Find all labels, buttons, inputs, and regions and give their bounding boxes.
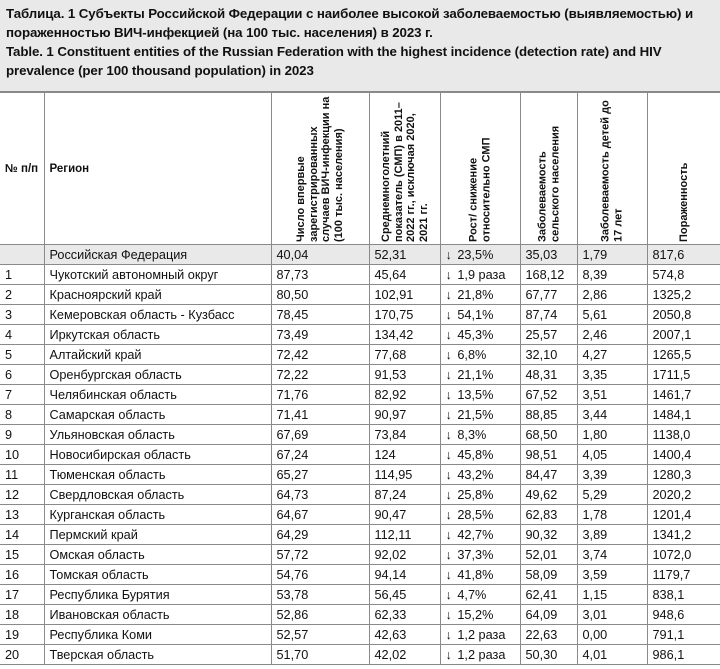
cell-first: 73,49 <box>271 325 369 345</box>
down-arrow-icon: ↓ <box>445 627 452 642</box>
growth-value: 21,5% <box>457 407 494 422</box>
table-row <box>0 285 720 305</box>
cell-prevalence: 1265,5 <box>647 345 720 365</box>
table-row <box>0 265 720 285</box>
cell-prevalence: 1138,0 <box>647 425 720 445</box>
cell-prevalence: 791,1 <box>647 625 720 645</box>
growth-value: 37,3% <box>457 547 494 562</box>
cell-prevalence: 1201,4 <box>647 505 720 525</box>
cell-region: Кемеровская область - Кузбасс <box>44 305 271 325</box>
cell-prevalence: 574,8 <box>647 265 720 285</box>
growth-value: 1,2 раза <box>457 647 506 662</box>
cell-region: Свердловская область <box>44 485 271 505</box>
cell-smp: 56,45 <box>369 585 440 605</box>
cell-growth <box>440 565 520 585</box>
header-growth: Рост/ снижение относительно СМП <box>440 93 520 245</box>
down-arrow-icon: ↓ <box>445 387 452 402</box>
table-row <box>0 505 720 525</box>
down-arrow-icon: ↓ <box>445 467 452 482</box>
caption-ru: Таблица. 1 Субъекты Российской Федерации с наиболее высокой заболеваемостью (выявляемостью) и пораженностью ВИЧ-инфекцией (на 100 тыс. населения) в 2023 г. <box>6 6 694 40</box>
growth-value: 54,1% <box>457 307 494 322</box>
cell-children: 3,44 <box>577 405 647 425</box>
cell-children: 3,01 <box>577 605 647 625</box>
header-region: Регион <box>44 93 271 245</box>
down-arrow-icon: ↓ <box>445 407 452 422</box>
cell-growth <box>440 625 520 645</box>
cell-rural: 62,41 <box>520 585 577 605</box>
header-prevalence: Пораженность <box>647 93 720 245</box>
cell-children: 2,86 <box>577 285 647 305</box>
table-row <box>0 625 720 645</box>
cell-region: Челябинская область <box>44 385 271 405</box>
cell-smp: 92,02 <box>369 545 440 565</box>
cell-smp: 87,24 <box>369 485 440 505</box>
cell-first: 64,29 <box>271 525 369 545</box>
growth-value: 45,3% <box>457 327 494 342</box>
cell-num: 6 <box>0 365 44 385</box>
cell-first: 53,78 <box>271 585 369 605</box>
hiv-table <box>0 92 720 665</box>
header-children: Заболеваемость детей до 17 лет <box>577 93 647 245</box>
cell-region: Самарская область <box>44 405 271 425</box>
cell-rural: 35,03 <box>520 245 577 265</box>
cell-growth <box>440 305 520 325</box>
cell-prevalence: 2050,8 <box>647 305 720 325</box>
down-arrow-icon: ↓ <box>445 307 452 322</box>
cell-children: 4,05 <box>577 445 647 465</box>
cell-rural: 67,77 <box>520 285 577 305</box>
table-row-total <box>0 245 720 265</box>
cell-num: 17 <box>0 585 44 605</box>
cell-prevalence: 1461,7 <box>647 385 720 405</box>
down-arrow-icon: ↓ <box>445 447 452 462</box>
caption-en: Table. 1 Constituent entities of the Russian Federation with the highest incidence (detection rate) and HIV prevalence (per 100 thousand population) in 2023 <box>6 44 662 78</box>
cell-rural: 64,09 <box>520 605 577 625</box>
cell-num: 5 <box>0 345 44 365</box>
down-arrow-icon: ↓ <box>445 427 452 442</box>
cell-first: 71,41 <box>271 405 369 425</box>
table-row <box>0 405 720 425</box>
cell-num: 19 <box>0 625 44 645</box>
cell-num: 12 <box>0 485 44 505</box>
cell-prevalence: 1325,2 <box>647 285 720 305</box>
cell-smp: 124 <box>369 445 440 465</box>
cell-rural: 84,47 <box>520 465 577 485</box>
cell-smp: 62,33 <box>369 605 440 625</box>
cell-first: 67,24 <box>271 445 369 465</box>
cell-first: 80,50 <box>271 285 369 305</box>
cell-growth <box>440 385 520 405</box>
cell-growth <box>440 325 520 345</box>
table-row <box>0 385 720 405</box>
cell-children: 0,00 <box>577 625 647 645</box>
cell-region: Оренбургская область <box>44 365 271 385</box>
cell-children: 5,61 <box>577 305 647 325</box>
cell-children: 8,39 <box>577 265 647 285</box>
cell-growth <box>440 545 520 565</box>
cell-rural: 68,50 <box>520 425 577 445</box>
cell-smp: 94,14 <box>369 565 440 585</box>
cell-prevalence: 838,1 <box>647 585 720 605</box>
down-arrow-icon: ↓ <box>445 487 452 502</box>
cell-smp: 170,75 <box>369 305 440 325</box>
table-row <box>0 345 720 365</box>
cell-region: Новосибирская область <box>44 445 271 465</box>
cell-prevalence: 948,6 <box>647 605 720 625</box>
cell-num: 11 <box>0 465 44 485</box>
cell-num: 4 <box>0 325 44 345</box>
down-arrow-icon: ↓ <box>445 567 452 582</box>
cell-first: 72,22 <box>271 365 369 385</box>
cell-rural: 168,12 <box>520 265 577 285</box>
table-row <box>0 545 720 565</box>
growth-value: 13,5% <box>457 387 494 402</box>
cell-num: 10 <box>0 445 44 465</box>
cell-prevalence: 1711,5 <box>647 365 720 385</box>
growth-value: 6,8% <box>457 347 487 362</box>
cell-growth <box>440 585 520 605</box>
cell-region: Красноярский край <box>44 285 271 305</box>
growth-value: 23,5% <box>457 247 494 262</box>
cell-smp: 114,95 <box>369 465 440 485</box>
cell-rural: 48,31 <box>520 365 577 385</box>
cell-children: 3,74 <box>577 545 647 565</box>
cell-region: Тверская область <box>44 645 271 665</box>
cell-growth <box>440 265 520 285</box>
cell-smp: 52,31 <box>369 245 440 265</box>
cell-rural: 25,57 <box>520 325 577 345</box>
cell-smp: 102,91 <box>369 285 440 305</box>
growth-value: 21,8% <box>457 287 494 302</box>
header-num: № п/п <box>0 93 44 245</box>
cell-rural: 52,01 <box>520 545 577 565</box>
growth-value: 4,7% <box>457 587 487 602</box>
cell-region: Республика Коми <box>44 625 271 645</box>
cell-prevalence: 986,1 <box>647 645 720 665</box>
growth-value: 25,8% <box>457 487 494 502</box>
cell-prevalence: 1179,7 <box>647 565 720 585</box>
growth-value: 43,2% <box>457 467 494 482</box>
cell-first: 64,67 <box>271 505 369 525</box>
cell-smp: 91,53 <box>369 365 440 385</box>
cell-growth <box>440 365 520 385</box>
cell-first: 51,70 <box>271 645 369 665</box>
cell-rural: 98,51 <box>520 445 577 465</box>
cell-smp: 90,97 <box>369 405 440 425</box>
growth-value: 1,9 раза <box>457 267 506 282</box>
cell-num: 1 <box>0 265 44 285</box>
growth-value: 15,2% <box>457 607 494 622</box>
header-rural: Заболеваемость сельского населения <box>520 93 577 245</box>
cell-first: 57,72 <box>271 545 369 565</box>
cell-first: 78,45 <box>271 305 369 325</box>
cell-num: 18 <box>0 605 44 625</box>
table-row <box>0 645 720 665</box>
cell-children: 3,51 <box>577 385 647 405</box>
table-row <box>0 445 720 465</box>
cell-num: 13 <box>0 505 44 525</box>
growth-value: 8,3% <box>457 427 487 442</box>
table-row <box>0 325 720 345</box>
cell-growth <box>440 605 520 625</box>
cell-growth <box>440 245 520 265</box>
cell-prevalence: 817,6 <box>647 245 720 265</box>
cell-smp: 42,02 <box>369 645 440 665</box>
table-caption <box>0 0 720 92</box>
growth-value: 41,8% <box>457 567 494 582</box>
header-first-cases: Число впервые зарегистрированных случаев ВИЧ-инфекции на (100 тыс. населения) <box>271 93 369 245</box>
cell-smp: 77,68 <box>369 345 440 365</box>
table-row <box>0 425 720 445</box>
cell-region: Пермский край <box>44 525 271 545</box>
table-row <box>0 525 720 545</box>
table-row <box>0 465 720 485</box>
cell-smp: 90,47 <box>369 505 440 525</box>
cell-prevalence: 2020,2 <box>647 485 720 505</box>
cell-first: 67,69 <box>271 425 369 445</box>
cell-num: 14 <box>0 525 44 545</box>
cell-rural: 90,32 <box>520 525 577 545</box>
cell-prevalence: 1341,2 <box>647 525 720 545</box>
cell-num: 8 <box>0 405 44 425</box>
cell-children: 1,15 <box>577 585 647 605</box>
down-arrow-icon: ↓ <box>445 527 452 542</box>
table-row <box>0 365 720 385</box>
cell-smp: 82,92 <box>369 385 440 405</box>
down-arrow-icon: ↓ <box>445 247 452 262</box>
cell-region: Российская Федерация <box>44 245 271 265</box>
cell-num: 15 <box>0 545 44 565</box>
cell-rural: 67,52 <box>520 385 577 405</box>
cell-prevalence: 1484,1 <box>647 405 720 425</box>
cell-children: 3,59 <box>577 565 647 585</box>
cell-children: 2,46 <box>577 325 647 345</box>
down-arrow-icon: ↓ <box>445 347 452 362</box>
cell-prevalence: 1400,4 <box>647 445 720 465</box>
cell-growth <box>440 645 520 665</box>
cell-first: 64,73 <box>271 485 369 505</box>
table-row <box>0 485 720 505</box>
growth-value: 45,8% <box>457 447 494 462</box>
cell-num: 20 <box>0 645 44 665</box>
cell-children: 1,78 <box>577 505 647 525</box>
down-arrow-icon: ↓ <box>445 267 452 282</box>
cell-prevalence: 1280,3 <box>647 465 720 485</box>
down-arrow-icon: ↓ <box>445 547 452 562</box>
cell-children: 4,27 <box>577 345 647 365</box>
down-arrow-icon: ↓ <box>445 587 452 602</box>
cell-num: 9 <box>0 425 44 445</box>
cell-rural: 88,85 <box>520 405 577 425</box>
cell-rural: 87,74 <box>520 305 577 325</box>
header-smp: Среднемноголетний показатель (СМП) в 2011–2022 гг., исключая 2020, 2021 гг. <box>369 93 440 245</box>
cell-children: 3,89 <box>577 525 647 545</box>
cell-children: 5,29 <box>577 485 647 505</box>
cell-rural: 50,30 <box>520 645 577 665</box>
growth-value: 1,2 раза <box>457 627 506 642</box>
growth-value: 21,1% <box>457 367 494 382</box>
cell-region: Тюменская область <box>44 465 271 485</box>
cell-region: Омская область <box>44 545 271 565</box>
header-row <box>0 93 720 245</box>
cell-num: 16 <box>0 565 44 585</box>
cell-growth <box>440 445 520 465</box>
down-arrow-icon: ↓ <box>445 287 452 302</box>
cell-num: 3 <box>0 305 44 325</box>
growth-value: 28,5% <box>457 507 494 522</box>
cell-smp: 112,11 <box>369 525 440 545</box>
cell-region: Курганская область <box>44 505 271 525</box>
down-arrow-icon: ↓ <box>445 647 452 662</box>
cell-region: Ульяновская область <box>44 425 271 445</box>
cell-smp: 73,84 <box>369 425 440 445</box>
cell-children: 3,39 <box>577 465 647 485</box>
table-row <box>0 585 720 605</box>
cell-num <box>0 245 44 265</box>
cell-first: 71,76 <box>271 385 369 405</box>
cell-first: 52,86 <box>271 605 369 625</box>
cell-prevalence: 1072,0 <box>647 545 720 565</box>
cell-growth <box>440 505 520 525</box>
down-arrow-icon: ↓ <box>445 507 452 522</box>
down-arrow-icon: ↓ <box>445 607 452 622</box>
down-arrow-icon: ↓ <box>445 367 452 382</box>
table-row <box>0 565 720 585</box>
cell-region: Ивановская область <box>44 605 271 625</box>
cell-children: 4,01 <box>577 645 647 665</box>
cell-growth <box>440 525 520 545</box>
cell-children: 1,79 <box>577 245 647 265</box>
cell-rural: 22,63 <box>520 625 577 645</box>
cell-children: 3,35 <box>577 365 647 385</box>
cell-region: Иркутская область <box>44 325 271 345</box>
cell-growth <box>440 465 520 485</box>
cell-rural: 62,83 <box>520 505 577 525</box>
down-arrow-icon: ↓ <box>445 327 452 342</box>
cell-rural: 49,62 <box>520 485 577 505</box>
cell-rural: 32,10 <box>520 345 577 365</box>
cell-first: 87,73 <box>271 265 369 285</box>
cell-smp: 45,64 <box>369 265 440 285</box>
cell-first: 54,76 <box>271 565 369 585</box>
cell-smp: 134,42 <box>369 325 440 345</box>
growth-value: 42,7% <box>457 527 494 542</box>
cell-growth <box>440 405 520 425</box>
cell-smp: 42,63 <box>369 625 440 645</box>
cell-growth <box>440 485 520 505</box>
cell-growth <box>440 345 520 365</box>
cell-region: Республика Бурятия <box>44 585 271 605</box>
cell-prevalence: 2007,1 <box>647 325 720 345</box>
cell-children: 1,80 <box>577 425 647 445</box>
cell-region: Томская область <box>44 565 271 585</box>
cell-num: 2 <box>0 285 44 305</box>
table-row <box>0 605 720 625</box>
table-row <box>0 305 720 325</box>
cell-region: Чукотский автономный округ <box>44 265 271 285</box>
cell-region: Алтайский край <box>44 345 271 365</box>
cell-num: 7 <box>0 385 44 405</box>
cell-growth <box>440 285 520 305</box>
cell-first: 65,27 <box>271 465 369 485</box>
cell-first: 40,04 <box>271 245 369 265</box>
cell-growth <box>440 425 520 445</box>
cell-first: 72,42 <box>271 345 369 365</box>
cell-first: 52,57 <box>271 625 369 645</box>
cell-rural: 58,09 <box>520 565 577 585</box>
